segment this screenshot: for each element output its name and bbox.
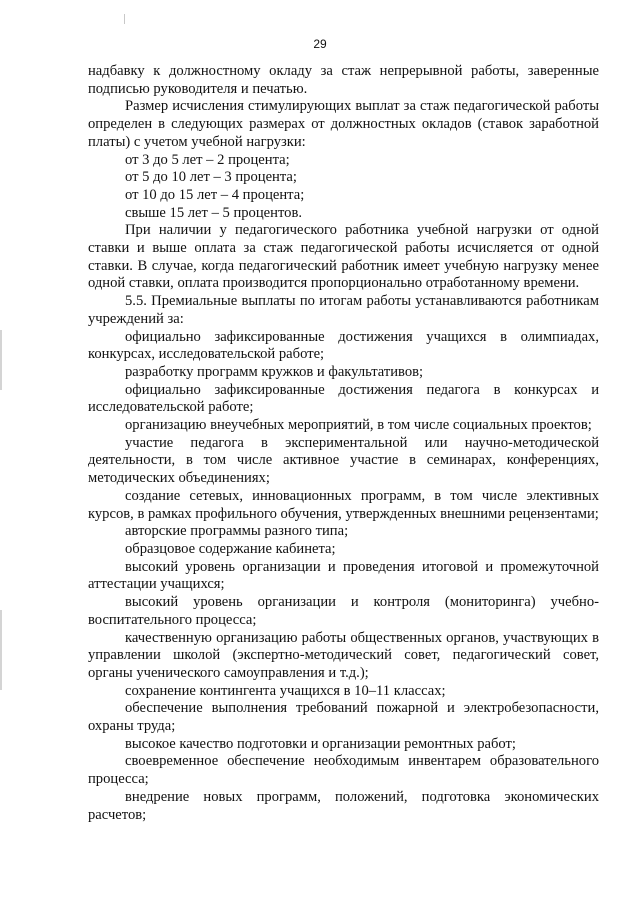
paragraph: официально зафиксированные достижения учащихся в олимпиадах, конкурсах, исследовательской работе; bbox=[88, 328, 599, 363]
paragraph: от 3 до 5 лет – 2 процента; bbox=[125, 151, 290, 168]
paragraph: высокое качество подготовки и организации ремонтных работ; bbox=[125, 735, 516, 752]
document-body bbox=[88, 63, 599, 824]
paragraph: свыше 15 лет – 5 процентов. bbox=[125, 204, 302, 221]
paragraph: от 10 до 15 лет – 4 процента; bbox=[125, 186, 305, 203]
paragraph: 5.5. Премиальные выплаты по итогам работы устанавливаются работникам учреждений за: bbox=[88, 293, 599, 327]
paragraph: своевременное обеспечение необходимым инвентарем образовательного процесса; bbox=[88, 753, 599, 788]
paragraph: внедрение новых программ, положений, подготовка экономических расчетов; bbox=[88, 788, 599, 823]
paragraph: сохранение контингента учащихся в 10–11 классах; bbox=[125, 682, 446, 699]
paragraph: образцовое содержание кабинета; bbox=[125, 540, 336, 557]
paragraph: создание сетевых, инновационных программ, в том числе элективных курсов, в рамках профильного обучения, утвержденных внешними рецензентами; bbox=[88, 487, 599, 522]
paragraph: организацию внеучебных мероприятий, в том числе социальных проектов; bbox=[125, 417, 592, 434]
paragraph: авторские программы разного типа; bbox=[125, 523, 349, 540]
paragraph: от 5 до 10 лет – 3 процента; bbox=[125, 169, 297, 186]
paragraph: разработку программ кружков и факультативов; bbox=[125, 363, 424, 380]
paragraph: При наличии у педагогического работника учебной нагрузки от одной ставки и выше оплата за стаж педагогической работы исчисляется от одной ставки. В случае, когда педагогический работник имеет учебную нагрузку менее одной ставки, оплата производится пропорционально отработанному времени. bbox=[88, 222, 599, 292]
paragraph: надбавку к должностному окладу за стаж непрерывной работы, заверенные подписью руководителя и печатью. bbox=[88, 63, 599, 97]
paragraph: обеспечение выполнения требований пожарной и электробезопасности, охраны труда; bbox=[88, 700, 599, 735]
paragraph: участие педагога в экспериментальной или научно-методической деятельности, в том числе активное участие в семинарах, конференциях, методических объединениях; bbox=[88, 434, 599, 487]
paragraph: Размер исчисления стимулирующих выплат за стаж педагогической работы определен в следующих размерах от должностных окладов (ставок заработной платы) с учетом учебной нагрузки: bbox=[88, 98, 599, 150]
paragraph: официально зафиксированные достижения педагога в конкурсах и исследовательской работе; bbox=[88, 381, 599, 416]
scan-artifact bbox=[124, 14, 125, 24]
scan-edge-shadow bbox=[0, 610, 2, 690]
paragraph: качественную организацию работы общественных органов, участвующих в управлении школой (экспертно-методический совет, педагогический совет, органы ученического самоуправления и т.д.); bbox=[88, 629, 599, 681]
scan-edge-shadow bbox=[0, 330, 2, 390]
paragraph: высокий уровень организации и контроля (мониторинга) учебно-воспитательного процесса; bbox=[88, 594, 599, 628]
paragraph: высокий уровень организации и проведения итоговой и промежуточной аттестации учащихся; bbox=[88, 558, 599, 593]
page-number: 29 bbox=[313, 37, 327, 51]
